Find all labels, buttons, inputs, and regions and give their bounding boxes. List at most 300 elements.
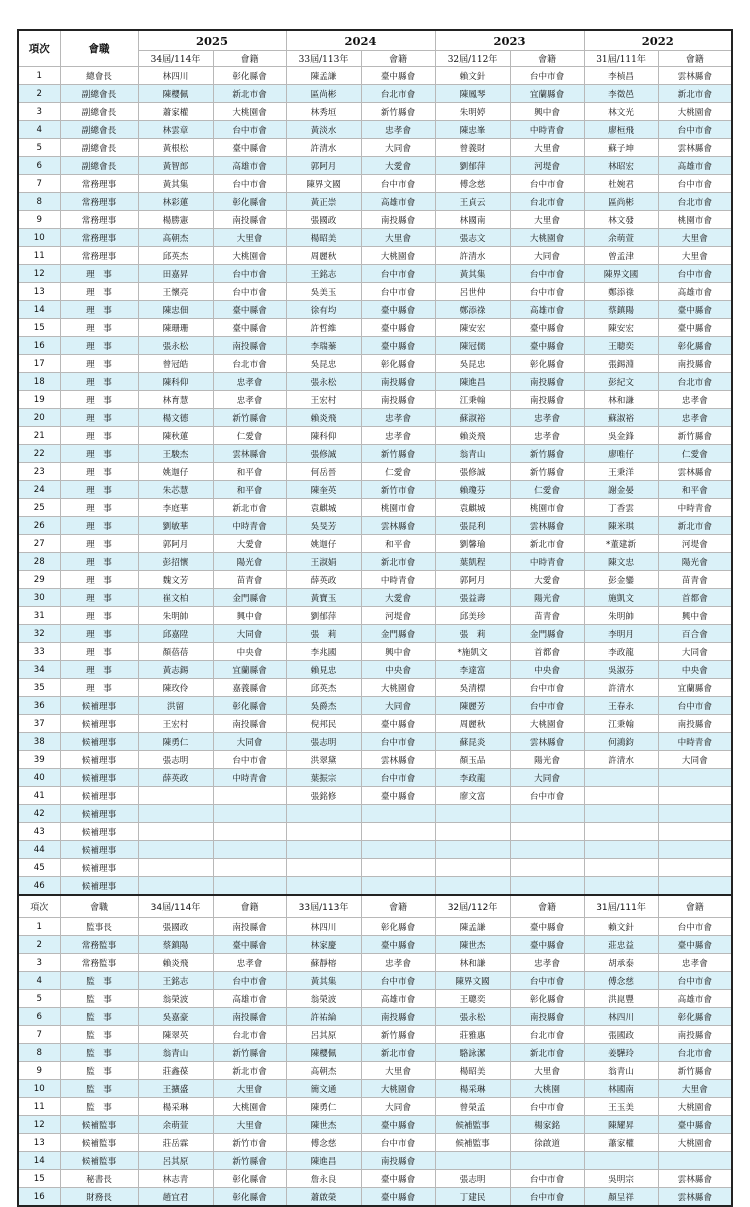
chapter-2023-cell: 台北市會 — [510, 1026, 584, 1044]
chapter-2025-cell: 大愛會 — [213, 535, 286, 553]
name-2022-cell: 林國南 — [584, 1080, 658, 1098]
supervisor-row — [18, 1080, 732, 1098]
supervisor-row — [18, 972, 732, 990]
chapter-2023-cell: 臺中縣會 — [510, 319, 584, 337]
item-number-cell: 30 — [18, 589, 60, 607]
name-2023-cell: 張志明 — [435, 1170, 510, 1188]
chapter-2022-cell: 台中市會 — [658, 697, 732, 715]
name-2024-cell: 許清水 — [286, 139, 361, 157]
name-2022-cell: 陳界文國 — [584, 265, 658, 283]
role-cell: 副總會長 — [60, 139, 138, 157]
name-2023-cell: 許清水 — [435, 247, 510, 265]
board-row — [18, 823, 732, 841]
name-2024-cell: 賴炎飛 — [286, 409, 361, 427]
name-2022-cell — [584, 805, 658, 823]
name-2024-cell: 徐有均 — [286, 301, 361, 319]
chapter-2022-cell — [658, 859, 732, 877]
role-cell: 秘書長 — [60, 1170, 138, 1188]
name-2025-cell: 田嘉昇 — [138, 265, 213, 283]
name-2023-cell: 楊采琳 — [435, 1080, 510, 1098]
chapter-2022-cell: 台中市會 — [658, 175, 732, 193]
chapter-2025-cell: 大里會 — [213, 1080, 286, 1098]
chapter-2025-cell: 陽光會 — [213, 553, 286, 571]
chapter-2022-cell — [658, 823, 732, 841]
name-2024-cell: 王淑娟 — [286, 553, 361, 571]
name-2023-cell: 賴炎飛 — [435, 427, 510, 445]
name-2024-cell: 吳昆忠 — [286, 355, 361, 373]
item-number-cell: 13 — [18, 1134, 60, 1152]
chapter-2022-cell — [658, 1152, 732, 1170]
chapter-2024-cell: 南投縣會 — [361, 211, 435, 229]
role-cell: 理 事 — [60, 499, 138, 517]
name-2025-cell — [138, 859, 213, 877]
role-cell: 監 事 — [60, 1026, 138, 1044]
role-cell: 常務監事 — [60, 936, 138, 954]
chapter-2025-cell: 大里會 — [213, 229, 286, 247]
chapter-2025-cell: 宜蘭縣會 — [213, 661, 286, 679]
chapter-2023-cell: 中時青會 — [510, 553, 584, 571]
name-2024-cell — [286, 823, 361, 841]
item-number-cell: 46 — [18, 877, 60, 896]
name-2025-cell: 楊勝憲 — [138, 211, 213, 229]
name-2025-cell: 曾冠皓 — [138, 355, 213, 373]
chapter-2025-cell: 臺中縣會 — [213, 301, 286, 319]
chapter-2023-cell — [510, 823, 584, 841]
chapter-2024-cell: 大同會 — [361, 139, 435, 157]
chapter-2024-cell: 大同會 — [361, 1098, 435, 1116]
role-cell: 副總會長 — [60, 103, 138, 121]
name-2025-cell: 王宏村 — [138, 715, 213, 733]
name-2024-cell: 邱英杰 — [286, 679, 361, 697]
chapter-2025-cell: 臺中縣會 — [213, 139, 286, 157]
chapter-2023-cell: 大桃園會 — [510, 715, 584, 733]
chapter-2024-cell — [361, 841, 435, 859]
chapter-2024-cell: 南投縣會 — [361, 1008, 435, 1026]
item-number-cell: 10 — [18, 1080, 60, 1098]
name-2025-cell: 崔文柏 — [138, 589, 213, 607]
board-row — [18, 607, 732, 625]
chapter-2022-cell: 高雄市會 — [658, 990, 732, 1008]
name-2023-cell: 李達富 — [435, 661, 510, 679]
chapter-2023-cell: 台中市會 — [510, 679, 584, 697]
board-row — [18, 679, 732, 697]
role-cell: 候補理事 — [60, 805, 138, 823]
supervisor-row — [18, 1134, 732, 1152]
chapter-2024-cell: 新竹縣會 — [361, 103, 435, 121]
item-number-cell: 15 — [18, 1170, 60, 1188]
item-number-cell: 12 — [18, 265, 60, 283]
item-number-cell: 1 — [18, 67, 60, 85]
role-cell: 理 事 — [60, 553, 138, 571]
name-2023-cell — [435, 805, 510, 823]
name-2022-cell: 王春永 — [584, 697, 658, 715]
name-2025-cell: 王銘志 — [138, 972, 213, 990]
name-2022-cell — [584, 841, 658, 859]
item-number-cell: 27 — [18, 535, 60, 553]
chapter-2023-cell: 台中市會 — [510, 1098, 584, 1116]
name-2023-cell: 周麗秋 — [435, 715, 510, 733]
role-cell: 總會長 — [60, 67, 138, 85]
name-2025-cell: 陳科仰 — [138, 373, 213, 391]
chapter-2024-cell: 桃園市會 — [361, 499, 435, 517]
header-no: 項次 — [18, 30, 60, 67]
chapter-2023-cell — [510, 877, 584, 896]
name-2025-cell: 楊文德 — [138, 409, 213, 427]
name-2022-cell: 蘇淑裕 — [584, 409, 658, 427]
name-2025-cell: 黃志錫 — [138, 661, 213, 679]
board-row — [18, 391, 732, 409]
header-role: 會職 — [60, 30, 138, 67]
roster-table — [17, 29, 733, 1207]
chapter-2024-cell: 新北市會 — [361, 553, 435, 571]
chapter-2022-cell: 雲林縣會 — [658, 463, 732, 481]
header-chapter: 會籍 — [510, 895, 584, 918]
name-2022-cell — [584, 859, 658, 877]
item-number-cell: 16 — [18, 1188, 60, 1207]
chapter-2024-cell: 臺中縣會 — [361, 1116, 435, 1134]
chapter-2023-cell: 雲林縣會 — [510, 733, 584, 751]
name-2024-cell: 洪翠黛 — [286, 751, 361, 769]
chapter-2022-cell: 大里會 — [658, 247, 732, 265]
role-cell: 常務理事 — [60, 211, 138, 229]
board-row — [18, 589, 732, 607]
item-number-cell: 41 — [18, 787, 60, 805]
chapter-2025-cell: 彰化縣會 — [213, 1170, 286, 1188]
name-2022-cell: 翁青山 — [584, 1062, 658, 1080]
name-2025-cell — [138, 787, 213, 805]
name-2025-cell: 黃根松 — [138, 139, 213, 157]
item-number-cell: 43 — [18, 823, 60, 841]
name-2023-cell: 張 莉 — [435, 625, 510, 643]
role-cell: 監 事 — [60, 990, 138, 1008]
chapter-2025-cell: 興中會 — [213, 607, 286, 625]
name-2024-cell: 陳世杰 — [286, 1116, 361, 1134]
chapter-2024-cell: 大里會 — [361, 1062, 435, 1080]
chapter-2025-cell: 臺中縣會 — [213, 319, 286, 337]
name-2025-cell: 莊鑫葆 — [138, 1062, 213, 1080]
chapter-2023-cell: 中時青會 — [510, 121, 584, 139]
name-2023-cell: 顏玉品 — [435, 751, 510, 769]
name-2022-cell: 林昭宏 — [584, 157, 658, 175]
name-2025-cell: 翁榮波 — [138, 990, 213, 1008]
chapter-2025-cell: 台中市會 — [213, 751, 286, 769]
name-2024-cell: 簡文通 — [286, 1080, 361, 1098]
item-number-cell: 2 — [18, 936, 60, 954]
chapter-2022-cell: 臺中縣會 — [658, 319, 732, 337]
chapter-2024-cell — [361, 877, 435, 896]
chapter-2025-cell — [213, 877, 286, 896]
item-number-cell: 13 — [18, 283, 60, 301]
item-number-cell: 37 — [18, 715, 60, 733]
name-2025-cell — [138, 877, 213, 896]
role-cell: 財務長 — [60, 1188, 138, 1207]
role-cell: 候補理事 — [60, 697, 138, 715]
name-2022-cell: 彭金鑾 — [584, 571, 658, 589]
name-2024-cell — [286, 859, 361, 877]
name-2024-cell: 張志明 — [286, 733, 361, 751]
chapter-2025-cell: 苗青會 — [213, 571, 286, 589]
name-2023-cell — [435, 841, 510, 859]
item-number-cell: 29 — [18, 571, 60, 589]
board-row — [18, 499, 732, 517]
item-number-cell: 28 — [18, 553, 60, 571]
chapter-2024-cell: 臺中縣會 — [361, 1170, 435, 1188]
chapter-2025-cell: 台中市會 — [213, 175, 286, 193]
role-cell: 理 事 — [60, 319, 138, 337]
role-cell: 候補理事 — [60, 877, 138, 896]
header-term: 32屆/112年 — [435, 51, 510, 67]
role-cell: 候補理事 — [60, 715, 138, 733]
role-cell: 理 事 — [60, 643, 138, 661]
name-2022-cell: 王聰奕 — [584, 337, 658, 355]
board-row — [18, 571, 732, 589]
chapter-2024-cell: 台中市會 — [361, 265, 435, 283]
chapter-2025-cell: 中時青會 — [213, 517, 286, 535]
chapter-2025-cell: 彰化縣會 — [213, 193, 286, 211]
chapter-2025-cell: 新竹市會 — [213, 1134, 286, 1152]
chapter-2023-cell: 陽光會 — [510, 751, 584, 769]
chapter-2023-cell: 大桃園會 — [510, 229, 584, 247]
name-2023-cell: 賴瓊芬 — [435, 481, 510, 499]
name-2022-cell: 余萌萱 — [584, 229, 658, 247]
name-2025-cell: 趙宜君 — [138, 1188, 213, 1207]
name-2024-cell: 薛英政 — [286, 571, 361, 589]
name-2025-cell: 魏文芳 — [138, 571, 213, 589]
name-2023-cell — [435, 859, 510, 877]
name-2024-cell — [286, 805, 361, 823]
name-2024-cell: 陳孟謙 — [286, 67, 361, 85]
name-2023-cell: 邱美珍 — [435, 607, 510, 625]
role-cell: 理 事 — [60, 625, 138, 643]
chapter-2022-cell: 大桃園會 — [658, 103, 732, 121]
name-2024-cell: 陳櫻佩 — [286, 1044, 361, 1062]
name-2022-cell: 傅念慈 — [584, 972, 658, 990]
item-number-cell: 5 — [18, 990, 60, 1008]
chapter-2023-cell: 徐啟道 — [510, 1134, 584, 1152]
board-row — [18, 193, 732, 211]
board-row — [18, 103, 732, 121]
name-2025-cell: 李庭華 — [138, 499, 213, 517]
item-number-cell: 6 — [18, 1008, 60, 1026]
role-cell: 理 事 — [60, 355, 138, 373]
item-number-cell: 6 — [18, 157, 60, 175]
name-2024-cell: 倪邦民 — [286, 715, 361, 733]
name-2025-cell: 賴炎飛 — [138, 954, 213, 972]
name-2024-cell: 呂其原 — [286, 1026, 361, 1044]
name-2023-cell: 陳冠儒 — [435, 337, 510, 355]
role-cell: 理 事 — [60, 283, 138, 301]
header-term: 31屆/111年 — [584, 895, 658, 918]
chapter-2025-cell: 仁愛會 — [213, 427, 286, 445]
role-cell: 常務理事 — [60, 193, 138, 211]
name-2025-cell: 陳翠英 — [138, 1026, 213, 1044]
board-row — [18, 427, 732, 445]
name-2025-cell: 張永松 — [138, 337, 213, 355]
board-row — [18, 157, 732, 175]
chapter-2025-cell: 新竹縣會 — [213, 1044, 286, 1062]
name-2023-cell: 劉郁萍 — [435, 157, 510, 175]
name-2022-cell: 林四川 — [584, 1008, 658, 1026]
role-cell: 理 事 — [60, 301, 138, 319]
board-row — [18, 751, 732, 769]
name-2024-cell: 吳美玉 — [286, 283, 361, 301]
header-chapter: 會籍 — [361, 895, 435, 918]
chapter-2024-cell: 新竹縣會 — [361, 1026, 435, 1044]
chapter-2024-cell: 大里會 — [361, 229, 435, 247]
chapter-2022-cell: 中時青會 — [658, 499, 732, 517]
name-2024-cell: 傅念慈 — [286, 1134, 361, 1152]
chapter-2022-cell: 大桃園會 — [658, 1134, 732, 1152]
name-2023-cell: 張修誠 — [435, 463, 510, 481]
chapter-2022-cell: 百合會 — [658, 625, 732, 643]
role-cell: 理 事 — [60, 571, 138, 589]
name-2023-cell: 江秉翰 — [435, 391, 510, 409]
name-2025-cell: 彭招懷 — [138, 553, 213, 571]
name-2023-cell: 陳忠峯 — [435, 121, 510, 139]
item-number-cell: 19 — [18, 391, 60, 409]
chapter-2022-cell: 大里會 — [658, 229, 732, 247]
role-cell: 候補監事 — [60, 1152, 138, 1170]
role-cell: 副總會長 — [60, 85, 138, 103]
name-2025-cell: 陳秋蓮 — [138, 427, 213, 445]
name-2023-cell: 袁麒城 — [435, 499, 510, 517]
supervisor-row — [18, 918, 732, 936]
name-2025-cell — [138, 805, 213, 823]
chapter-2025-cell: 台中市會 — [213, 121, 286, 139]
chapter-2022-cell: 首都會 — [658, 589, 732, 607]
name-2022-cell: 蘇子坤 — [584, 139, 658, 157]
chapter-2025-cell: 南投縣會 — [213, 715, 286, 733]
chapter-2025-cell: 大桃園會 — [213, 1098, 286, 1116]
role-cell: 理 事 — [60, 589, 138, 607]
board-row — [18, 733, 732, 751]
chapter-2025-cell: 彰化縣會 — [213, 697, 286, 715]
chapter-2025-cell: 雲林縣會 — [213, 445, 286, 463]
name-2022-cell: 王秉洋 — [584, 463, 658, 481]
role-cell: 候補理事 — [60, 841, 138, 859]
chapter-2024-cell: 高雄市會 — [361, 193, 435, 211]
name-2025-cell: 朱芯慧 — [138, 481, 213, 499]
role-cell: 理 事 — [60, 607, 138, 625]
name-2023-cell: 林國南 — [435, 211, 510, 229]
chapter-2024-cell: 金門縣會 — [361, 625, 435, 643]
chapter-2024-cell: 大同會 — [361, 697, 435, 715]
chapter-2023-cell: 雲林縣會 — [510, 517, 584, 535]
supervisor-row — [18, 1188, 732, 1207]
board-row — [18, 481, 732, 499]
chapter-2025-cell: 中央會 — [213, 643, 286, 661]
item-number-cell: 20 — [18, 409, 60, 427]
chapter-2023-cell: 台中市會 — [510, 175, 584, 193]
chapter-2024-cell: 忠孝會 — [361, 427, 435, 445]
chapter-2024-cell: 南投縣會 — [361, 373, 435, 391]
name-2022-cell: 李楨昌 — [584, 67, 658, 85]
name-2025-cell: 呂其原 — [138, 1152, 213, 1170]
header-term: 34屆/114年 — [138, 51, 213, 67]
chapter-2024-cell: 大愛會 — [361, 589, 435, 607]
chapter-2024-cell: 雲林縣會 — [361, 517, 435, 535]
name-2022-cell: 廖桓飛 — [584, 121, 658, 139]
name-2024-cell: 劉郁萍 — [286, 607, 361, 625]
name-2025-cell: 王擴盛 — [138, 1080, 213, 1098]
name-2025-cell: 劉敏華 — [138, 517, 213, 535]
name-2023-cell: 廖文富 — [435, 787, 510, 805]
name-2025-cell: 林四川 — [138, 67, 213, 85]
name-2023-cell: 陳安宏 — [435, 319, 510, 337]
supervisor-row — [18, 1170, 732, 1188]
name-2022-cell: 何鴻鈞 — [584, 733, 658, 751]
chapter-2024-cell: 高雄市會 — [361, 990, 435, 1008]
header-chapter: 會籍 — [658, 895, 732, 918]
role-cell: 常務理事 — [60, 247, 138, 265]
chapter-2025-cell: 忠孝會 — [213, 391, 286, 409]
chapter-2024-cell: 忠孝會 — [361, 409, 435, 427]
chapter-2024-cell: 台中市會 — [361, 733, 435, 751]
chapter-2025-cell: 金門縣會 — [213, 589, 286, 607]
name-2023-cell: 曾義財 — [435, 139, 510, 157]
supervisor-header-section — [18, 895, 732, 918]
name-2023-cell: 陳界文國 — [435, 972, 510, 990]
name-2024-cell: 蘇靜榕 — [286, 954, 361, 972]
chapter-2023-cell: 忠孝會 — [510, 954, 584, 972]
name-2024-cell: 賴見忠 — [286, 661, 361, 679]
role-cell: 理 事 — [60, 337, 138, 355]
name-2022-cell — [584, 769, 658, 787]
name-2025-cell: 黃其集 — [138, 175, 213, 193]
board-row — [18, 535, 732, 553]
name-2023-cell: 陳麗芳 — [435, 697, 510, 715]
chapter-2025-cell — [213, 823, 286, 841]
name-2023-cell: 賴文針 — [435, 67, 510, 85]
name-2023-cell: 葉凱程 — [435, 553, 510, 571]
name-2024-cell: 張永松 — [286, 373, 361, 391]
name-2023-cell: *施凱文 — [435, 643, 510, 661]
name-2023-cell: 陳鳳琴 — [435, 85, 510, 103]
role-cell: 理 事 — [60, 535, 138, 553]
header-term: 34屆/114年 — [138, 895, 213, 918]
chapter-2023-cell: 台中市會 — [510, 67, 584, 85]
role-cell: 理 事 — [60, 427, 138, 445]
board-row — [18, 67, 732, 85]
chapter-2022-cell: 台中市會 — [658, 121, 732, 139]
item-number-cell: 4 — [18, 121, 60, 139]
name-2022-cell: 丁香雲 — [584, 499, 658, 517]
name-2024-cell: 黃其集 — [286, 972, 361, 990]
chapter-2025-cell: 台北市會 — [213, 355, 286, 373]
name-2024-cell: 楊昭美 — [286, 229, 361, 247]
name-2022-cell: 吳金鋒 — [584, 427, 658, 445]
item-number-cell: 40 — [18, 769, 60, 787]
name-2022-cell: 杜婉君 — [584, 175, 658, 193]
chapter-2022-cell: 南投縣會 — [658, 1026, 732, 1044]
role-cell: 理 事 — [60, 265, 138, 283]
role-cell: 副總會長 — [60, 121, 138, 139]
name-2025-cell: 張國政 — [138, 918, 213, 936]
chapter-2025-cell: 大桃園會 — [213, 103, 286, 121]
item-number-cell: 7 — [18, 1026, 60, 1044]
header-year-2025: 2025 — [138, 30, 286, 51]
name-2025-cell: 楊采琳 — [138, 1098, 213, 1116]
role-cell: 候補監事 — [60, 1134, 138, 1152]
item-number-cell: 1 — [18, 918, 60, 936]
chapter-2023-cell: 新北市會 — [510, 535, 584, 553]
role-cell: 候補監事 — [60, 1116, 138, 1134]
name-2024-cell: 許祐綸 — [286, 1008, 361, 1026]
name-2024-cell: 林家慶 — [286, 936, 361, 954]
chapter-2022-cell: 中央會 — [658, 661, 732, 679]
chapter-2023-cell: 台中市會 — [510, 265, 584, 283]
chapter-2022-cell: 台中市會 — [658, 265, 732, 283]
